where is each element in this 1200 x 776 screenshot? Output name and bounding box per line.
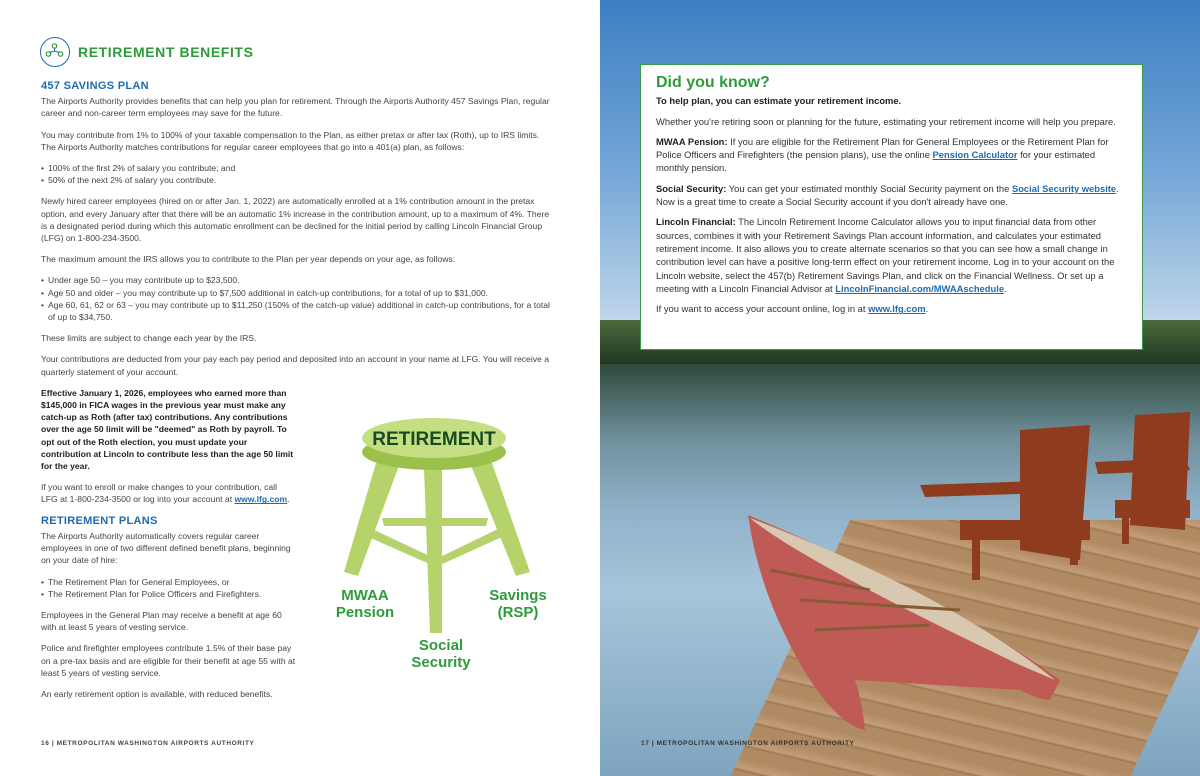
leg-label-savings: (RSP) [497, 604, 539, 621]
box-intro [656, 94, 1128, 107]
leg-label-pension: Pension [335, 604, 395, 621]
leg-label-savings: Savings [489, 587, 547, 604]
social-security-website-link[interactable]: Social Security website [1011, 182, 1117, 194]
plans-list [41, 576, 296, 600]
page-title: RETIREMENT BENEFITS [78, 44, 254, 60]
text: If you are eligible for the Retirement Plan for General Employees or the Retirement Plan for Police Officers and Firefighters (the pension plans), use the online [656, 135, 1109, 161]
enroll-text: If you want to enroll or make changes to your contribution, call LFG at 1-800-234-3500 or log into your account at [41, 482, 277, 505]
text: If you want to access your account online, log in at [656, 303, 869, 315]
stool-rung [438, 528, 504, 566]
roth-notice-text: Effective January 1, 2026, employees who earned more than $145,000 in FICA wages in the previous year must make any catch-up as Roth (after tax) contributions. Any contributions over the age 50 limit will be "deemed" as Roth by payroll. To opt out of the Roth election, you must update your contribution at Lincoln to contribute less than the age 50 limit for the year. [41, 387, 294, 472]
stool-rung [382, 518, 488, 526]
lfg-link[interactable]: www.lfg.com [868, 303, 926, 315]
list-item: • Age 50 and older – you may contribute up to $7,500 additional in catch-up contributions, for a total of up to $31,000. [41, 287, 551, 299]
stool-leg-middle [424, 468, 442, 633]
box-title: Did you know? [656, 74, 770, 91]
mwaa-paragraph [656, 135, 1128, 175]
adirondack-chair [1095, 412, 1190, 544]
leg-label-social-security: Security [411, 654, 471, 671]
paragraph: Whether you're retiring soon or planning for the future, estimating your retirement income will help you prepare. [656, 115, 1116, 127]
leg-label-pension: MWAA [341, 587, 389, 604]
leg-label-social-security: Social [418, 637, 464, 654]
enroll-paragraph [41, 481, 296, 505]
paragraph: These limits are subject to change each year by the IRS. [41, 333, 257, 344]
text: . [1004, 282, 1007, 294]
stool-seat-label: RETIREMENT [372, 429, 496, 450]
lincoln-schedule-link[interactable]: LincolnFinancial.com/MWAAschedule [835, 282, 1005, 294]
paragraph: The maximum amount the IRS allows you to contribute to the Plan per year depends on your age, as follows: [41, 254, 456, 265]
pension-calculator-link[interactable]: Pension Calculator [932, 149, 1018, 161]
savings-heading: 457 SAVINGS PLAN [41, 80, 149, 92]
paragraph: You may contribute from 1% to 100% of your taxable compensation to the Plan, as either pretax or after tax (Roth), up to IRS limits. The Airports Authority matches contributions for regular career employees that go into a 401(a) plan, as follows: [41, 129, 540, 152]
paragraph: The Airports Authority provides benefits that can help you plan for retirement. Through the Airports Authority 457 Savings Plan, regular career and non-career term employees may save for the future. [41, 96, 550, 119]
retirement-stool-diagram [330, 408, 570, 688]
box-intro-text: To help plan, you can estimate your retirement income. [656, 95, 902, 107]
paragraph: Employees in the General Plan may receive a benefit at age 60 with at least 5 years of vesting service. [41, 609, 282, 633]
did-you-know-box [640, 64, 1143, 350]
roth-notice [41, 387, 296, 472]
list-item: • Under age 50 – you may contribute up to $23,500. [41, 274, 551, 286]
text: You can get your estimated monthly Social Security payment on the [726, 182, 1012, 194]
footer-left: 16 | METROPOLITAN WASHINGTON AIRPORTS AUTHORITY [41, 740, 255, 747]
punct: . [287, 494, 290, 505]
lfg-link[interactable]: www.lfg.com [234, 494, 288, 505]
match-list [41, 162, 551, 186]
text: . Now is a great time to create a Social Security account if you don't already have one. [656, 182, 1119, 208]
list-item: • 50% of the next 2% of salary you contribute. [41, 174, 551, 186]
people-network-icon [40, 37, 70, 67]
access-paragraph [656, 302, 1128, 315]
lincoln-paragraph [656, 215, 1128, 295]
paragraph: Newly hired career employees (hired on or after Jan. 1, 2022) are automatically enrolled at a 1% contribution amount in the pretax option, and every January after that there will be an automatic 1% increase in the contribution amount, up to a maximum of 4%. There is a designated period during which this automatic enrollment can be declined for the initial period by calling Lincoln Financial Group (LFG) on 1-800-234-3500. [41, 196, 550, 244]
footer-right: 17 | METROPOLITAN WASHINGTON AIRPORTS AUTHORITY [641, 740, 855, 747]
label: MWAA Pension: [656, 135, 728, 147]
plans-heading: RETIREMENT PLANS [41, 514, 158, 527]
right-page [600, 0, 1200, 776]
social-security-paragraph [656, 182, 1128, 209]
list-item: • The Retirement Plan for General Employees, or [41, 576, 296, 588]
paragraph: An early retirement option is available, with reduced benefits. [41, 688, 273, 699]
list-item: • The Retirement Plan for Police Officers and Firefighters. [41, 588, 296, 600]
list-item: • 100% of the first 2% of salary you contribute; and [41, 162, 551, 174]
label: Lincoln Financial: [656, 216, 736, 228]
list-item: • Age 60, 61, 62 or 63 – you may contribute up to $11,250 (150% of the catch-up value) additional in catch-up contributions, for a total of up to $34,750. [41, 299, 551, 323]
paragraph: The Airports Authority automatically covers regular career employees in one of two different defined benefit plans, beginning on your date of hire: [41, 530, 291, 566]
text: . [925, 303, 929, 315]
label: Social Security: [656, 182, 727, 194]
paragraph: Police and firefighter employees contribute 1.5% of their base pay on a pre-tax basis and are eligible for their benefit at age 55 with at least 5 years of vesting service. [41, 643, 296, 678]
section-header [40, 36, 254, 68]
text: for your estimated monthly pension. [656, 149, 1096, 174]
paragraph: Your contributions are deducted from your pay each pay period and deposited into an account in your name at LFG. You will receive a quarterly statement of your account. [41, 354, 549, 377]
limits-list [41, 274, 551, 323]
adirondack-chair [920, 425, 1090, 580]
stool-rung [366, 528, 434, 566]
text: The Lincoln Retirement Income Calculator allows you to input financial data from other sources, combines it with your Retirement Savings Plan account information, and calculates your estimated retirement income. It also allows you to create alternate scenarios so that you can see how a small change in contribution level can have a positive long-term effect on your retirement income. Log in to your account on the Lincoln website, select the 457(b) Retirement Savings Plan, and click on the Financial Wellness. Or set up a meeting with a Lincoln Financial Advisor at [656, 216, 1115, 294]
